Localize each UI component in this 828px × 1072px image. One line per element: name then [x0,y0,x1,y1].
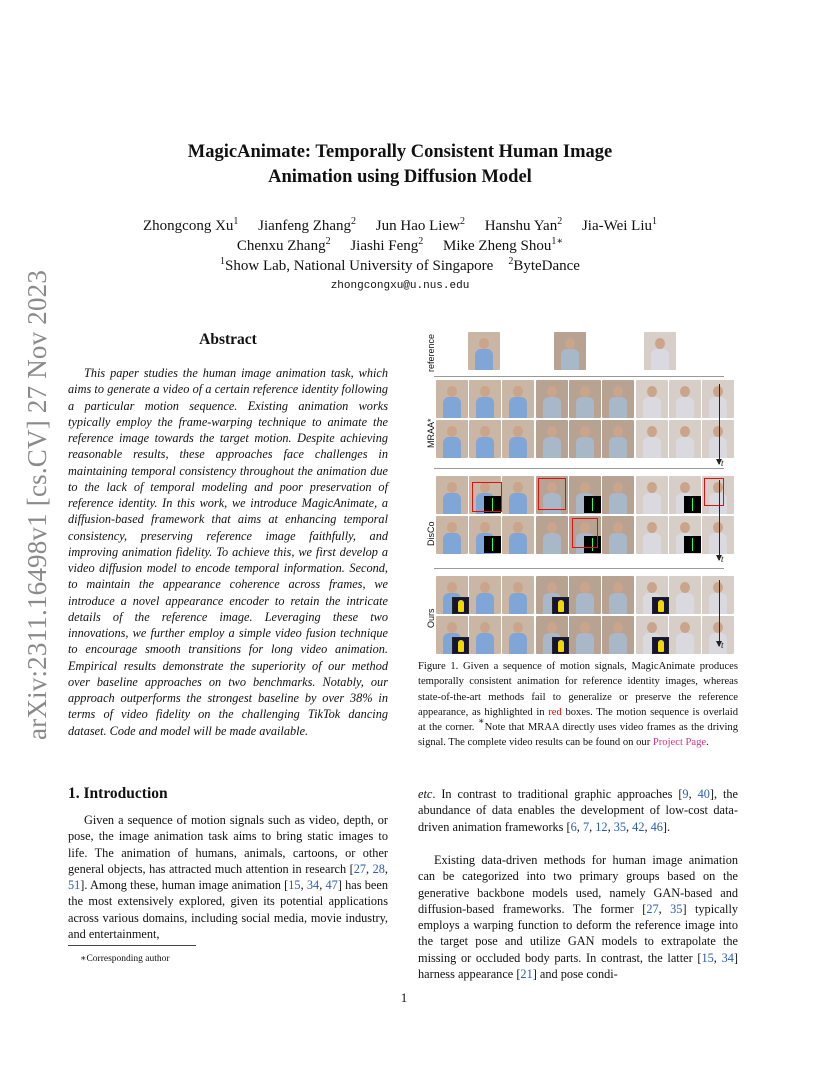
skeleton-overlay [684,536,701,553]
figure-thumbnail [569,576,601,614]
citation-link[interactable]: 12 [595,819,608,834]
time-arrow [719,480,720,560]
figure-thumbnail [669,380,701,418]
pose-overlay [652,637,669,654]
time-arrow [719,384,720,464]
figure-thumbnail [702,576,734,614]
figure-thumbnail [436,420,468,458]
author-name: Jiashi Feng$^2$ [350,236,424,254]
figure-thumbnail [636,476,668,514]
author-name: Jun Hao Liew$^2$ [375,216,465,234]
abstract-body: This paper studies the human image animation task, which aims to generate a video of a certain reference identity following a particular motion sequence. Existing animation works typically employ the frame-warping technique to animate the reference image towards the target motion. Despite achieving reasonable results, these approaches face challenges in maintaining temporal consistency throughout the animation due to the lack of temporal modeling and poor preservation of reference identity. In this work, we introduce MagicAnimate, a diffusion-based framework that aims at enhancing temporal consistency, preserving reference image faithfully, and improving animation fidelity. To achieve this, we first develop a video diffusion model to encode temporal information. Second, to maintain the appearance coherence across frames, we introduce a novel appearance encoder to retain the intricate details of the reference image. Leveraging these two innovations, we further employ a simple video fusion technique to encourage smooth transitions for long video animation. Empirical results demonstrate the superiority of our method over baseline approaches on two benchmarks. Notably, our approach outperforms the strongest baseline by over 38% in terms of video fidelity on the challenging TikTok dancing dataset. Code and model will be made available. [68,366,388,738]
skeleton-overlay [484,536,501,553]
time-label: t [721,640,724,650]
intro-heading: 1. Introduction [68,785,168,802]
contact-email[interactable]: zhongcongxu@u.nus.edu [330,280,470,292]
figure-thumbnail [702,420,734,458]
figure-thumbnail [569,380,601,418]
citation-link[interactable]: 35 [613,819,627,834]
abstract-heading: Abstract [199,331,257,348]
figure-thumbnail [536,380,568,418]
highlight-red-box [538,478,566,510]
citation-link[interactable]: 6 [570,819,577,834]
figure-thumbnail [502,616,534,654]
pose-overlay [452,597,469,614]
row-label-ours: Ours [426,608,436,628]
footnote: ∗Corresponding author [80,954,170,964]
time-arrow [719,580,720,646]
figure-thumbnail [502,380,534,418]
pose-overlay [652,597,669,614]
highlight-red-box [704,478,724,506]
paper-title [100,140,700,190]
citation-link[interactable]: 21 [520,966,533,981]
skeleton-overlay [684,496,701,513]
figure-thumbnail [502,420,534,458]
citation-link[interactable]: 27 [353,861,367,876]
figure-thumbnail [636,516,668,554]
citation-link[interactable]: 15 [701,950,714,965]
citation-link[interactable]: 7 [582,819,590,834]
citation-link[interactable]: 47 [325,878,338,892]
citation-link[interactable]: 15 [288,878,301,892]
author-name: Jia-Wei Liu$^1$ [581,216,657,234]
figure-thumbnail [702,516,734,554]
citation-link[interactable]: 42 [632,819,645,834]
figure-1 [418,328,728,652]
figure-thumbnail [602,476,634,514]
figure-thumbnail [536,516,568,554]
figure-thumbnail [636,380,668,418]
author-name: Chenxu Zhang$^2$ [236,236,331,254]
title-line-1: MagicAnimate: Temporally Consistent Human Image [187,142,613,162]
figure-thumbnail [502,516,534,554]
intro-paragraph-1: Given a sequence of motion signals such as video, depth, or pose, the image animation task aims to bring static images to life. The animation of humans, animals, cartoons, or other general objects, has attracted much attention in research [27, 28, 51]. Among these, human image animation [15, 34, 47] has been the most extensively explored, given its potential applications across various domains, including social media, movie industry, and entertainment, [68,813,388,941]
citation-link[interactable]: 34 [721,950,734,965]
affiliation-2: ByteDance [513,258,580,274]
author-name: Zhongcong Xu$^1$ [143,216,239,234]
highlight-red-box [572,518,598,548]
pose-overlay [552,637,569,654]
citation-link[interactable]: 35 [670,901,683,916]
figure-thumbnail [602,576,634,614]
caption-red-word: red [548,706,562,718]
arxiv-sidebar-id: arXiv:2311.16498v1 [cs.CV] 27 Nov 2023 [22,269,52,740]
time-label: t [721,554,724,564]
citation-link[interactable]: 34 [306,878,320,892]
figure-thumbnail [502,576,534,614]
figure-thumbnail [469,420,501,458]
figure-thumbnail [436,380,468,418]
project-page-link[interactable]: Project Page [652,737,707,749]
figure-thumbnail [536,420,568,458]
figure-thumbnail [554,332,586,370]
figure-thumbnail [469,380,501,418]
figure-thumbnail [702,616,734,654]
pose-overlay [552,597,569,614]
citation-link[interactable]: 27 [646,901,659,916]
figure-thumbnail [602,420,634,458]
row-label-reference: reference [426,333,436,372]
figure-thumbnail [602,616,634,654]
intro-paragraph-2: Existing data-driven methods for human image animation can be categorized into two primary groups based on the generative backbone models used, namely GAN-based and diffusion-based frameworks. The former [27, 35] typically employs a warping function to deform the reference image into the target pose and utilize GAN models to extrapolate the missing or occluded body parts. In contrast, the latter [15, 34] harness appearance [21] and pose condi- [418,853,739,981]
affiliation-1: Show Lab, National University of Singapore [225,258,494,274]
author-block [80,216,720,276]
author-name: Jianfeng Zhang$^2$ [258,216,357,234]
figure-thumbnail [436,476,468,514]
time-label: t [721,458,724,468]
pose-overlay [452,637,469,654]
citation-link[interactable]: 28 [372,861,385,876]
author-name: Hanshu Yan$^2$ [484,216,563,234]
skeleton-overlay [584,496,601,513]
figure-thumbnail [669,616,701,654]
row-divider [434,468,724,469]
authors-row-2 [80,236,720,256]
figure-thumbnail [702,380,734,418]
affiliations: $^1$Show Lab, National University of Singapore $^2$ByteDance [220,256,580,274]
figure-thumbnail [569,420,601,458]
figure-thumbnail [602,516,634,554]
authors-row-1 [80,216,720,236]
row-label-disco: DisCo [426,521,436,546]
figure-thumbnail [502,476,534,514]
figure-thumbnail [468,332,500,370]
footnote-rule [68,945,196,946]
figure-thumbnail [669,420,701,458]
figure-thumbnail [602,380,634,418]
page-number: 1 [400,990,408,1005]
author-name: Mike Zheng Shou$^{1∗}$ [443,236,564,254]
figure-thumbnail [669,576,701,614]
figure-thumbnail [469,576,501,614]
citation-link[interactable]: 9 [682,787,689,801]
row-label-mraa: MRAA* [426,418,436,448]
figure-thumbnail [569,616,601,654]
citation-link[interactable]: 40 [697,787,710,801]
highlight-red-box [472,482,502,512]
figure-thumbnail [636,420,668,458]
row-divider [434,568,724,569]
figure-thumbnail [469,616,501,654]
figure-thumbnail [644,332,676,370]
citation-link[interactable]: 46 [650,819,663,834]
intro-paragraph-1-cont: etc. In contrast to traditional graphic approaches [9, 40], the abundance of data enables the development of low-cost data-driven animation frameworks [6, 7, 12, 35, 42, 46]. [418,787,738,834]
figure-thumbnail [436,516,468,554]
title-line-2: Animation using Diffusion Model [268,167,532,187]
row-divider [434,376,724,377]
figure-1-caption: Figure 1. Given a sequence of motion signals, MagicAnimate produces temporally consistent animation for reference identity images, whereas state-of-the-art methods fail to generalize or preserve the reference appearance, as highlighted in red boxes. The motion sequence is overlaid at the corner. ∗Note that MRAA directly uses video frames as the driving signal. The complete video results can be found on our Project Page. [418,661,738,749]
citation-link[interactable]: 51 [68,878,81,892]
